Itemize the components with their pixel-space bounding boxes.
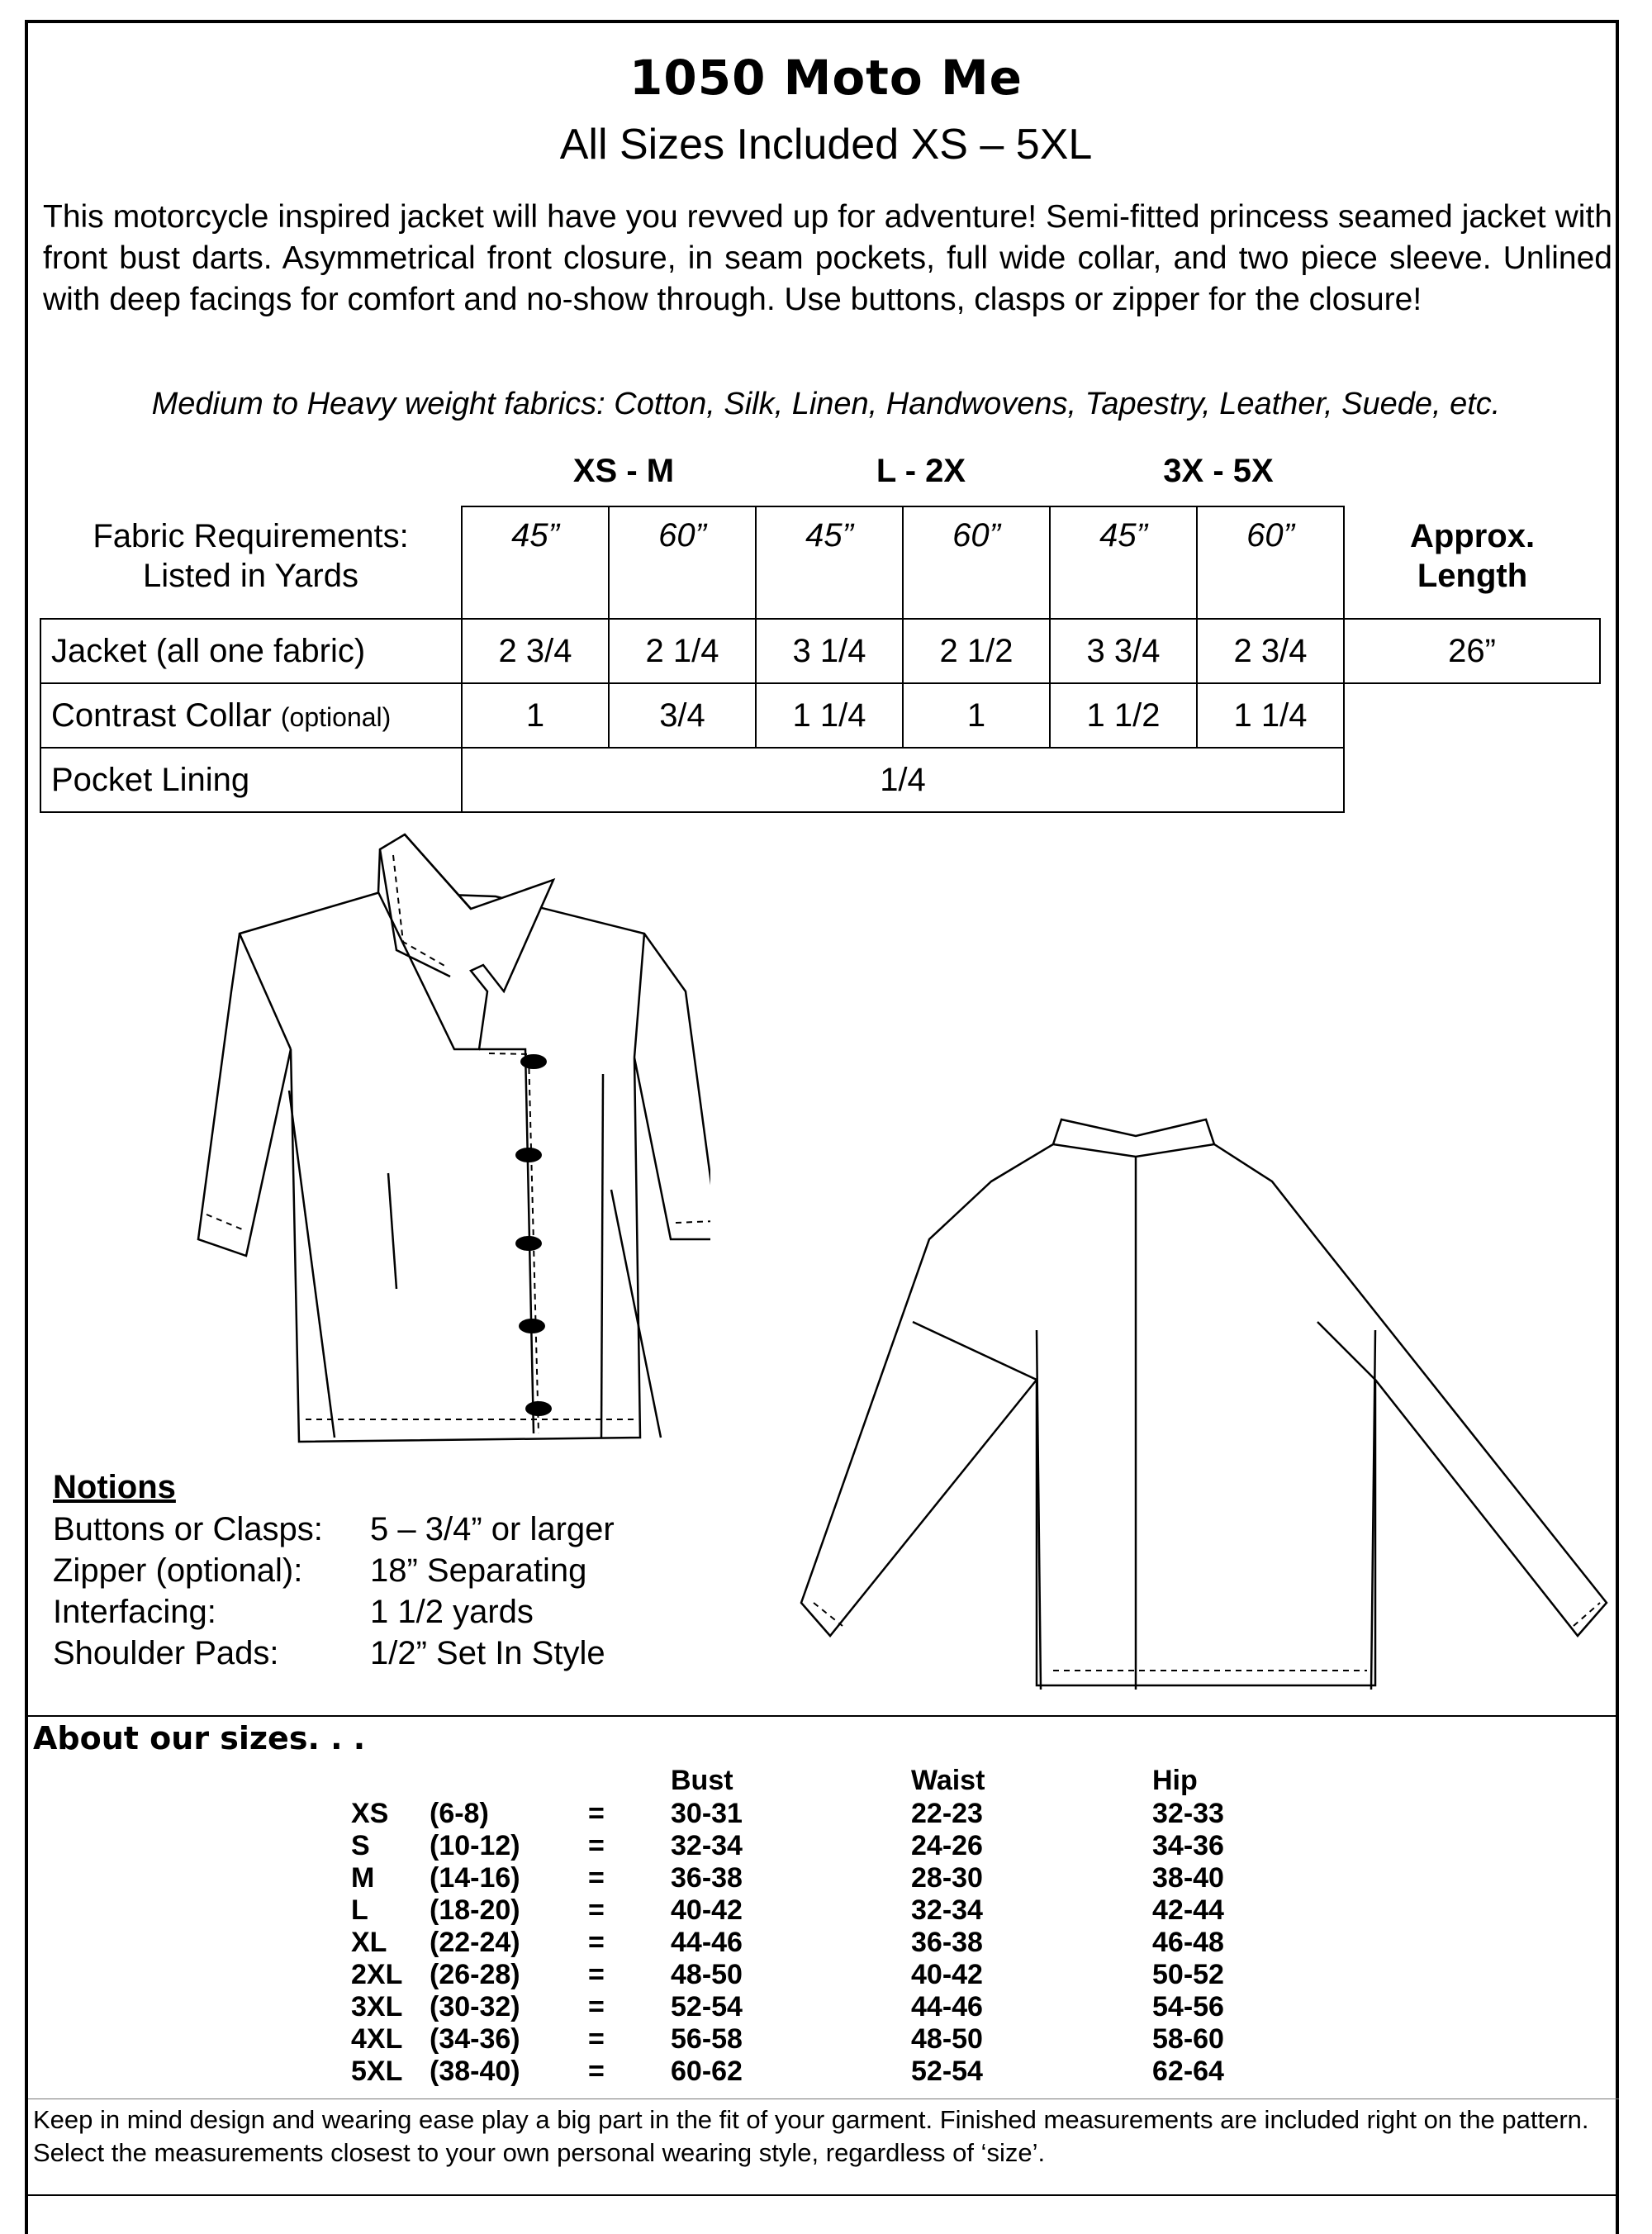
table-row bbox=[0, 2023, 1652, 2056]
size-code: 2XL bbox=[351, 1959, 403, 1990]
size-range: (30-32) bbox=[430, 1991, 520, 2022]
approx-length-header bbox=[1344, 506, 1600, 619]
hip-value: 32-33 bbox=[1152, 1798, 1224, 1829]
row-label: Pocket Lining bbox=[40, 748, 462, 812]
size-note: Keep in mind design and wearing ease play a big part in the fit of your garment. Finished measurements are included right on the pattern. Select the measurements closest to your own personal wearing style, regardless of ‘size’. bbox=[33, 2105, 1589, 2167]
waist-header: Waist bbox=[911, 1765, 985, 1796]
table-row bbox=[40, 619, 1600, 683]
row-label: Jacket (all one fabric) bbox=[40, 619, 462, 683]
fabric-requirements-table bbox=[40, 506, 1601, 813]
table-cell: 2 3/4 bbox=[462, 619, 609, 683]
size-range: (26-28) bbox=[430, 1959, 520, 1990]
waist-value: 48-50 bbox=[911, 2023, 983, 2055]
approx-line1: Approx. bbox=[1409, 518, 1536, 554]
size-range: (10-12) bbox=[430, 1830, 520, 1861]
width-header: 60” bbox=[609, 506, 756, 619]
size-code: XS bbox=[351, 1798, 389, 1829]
waist-value: 40-42 bbox=[911, 1959, 983, 1990]
header-label bbox=[40, 506, 462, 619]
table-cell: 2 1/2 bbox=[903, 619, 1050, 683]
table-cell: 1 bbox=[903, 683, 1050, 748]
bust-value: 40-42 bbox=[671, 1894, 743, 1926]
table-row bbox=[0, 1830, 1652, 1862]
description: This motorcycle inspired jacket will have you revved up for adventure! Semi-fitted princess seamed jacket with front bust darts. Asymmetrical front closure, in seam pockets, full wide collar, and two piece sleeve. Unlined with deep facings for comfort and no-show through. Use buttons, clasps or zipper for the closure! bbox=[43, 199, 1612, 317]
table-header-row bbox=[40, 506, 1600, 619]
bust-value: 32-34 bbox=[671, 1830, 743, 1861]
button-group bbox=[515, 1054, 552, 1416]
size-range-xs-m: XS - M bbox=[572, 453, 675, 489]
equals-sign: = bbox=[588, 2023, 605, 2055]
table-cell: 1 1/2 bbox=[1050, 683, 1197, 748]
table-cell: 3 1/4 bbox=[756, 619, 903, 683]
table-cell: 1/4 bbox=[462, 748, 1344, 812]
button-icon bbox=[520, 1054, 547, 1069]
hip-value: 50-52 bbox=[1152, 1959, 1224, 1990]
size-range: (34-36) bbox=[430, 2023, 520, 2055]
size-code: 5XL bbox=[351, 2056, 403, 2087]
table-cell: 1 1/4 bbox=[756, 683, 903, 748]
size-range: (38-40) bbox=[430, 2056, 520, 2087]
size-code: M bbox=[351, 1862, 375, 1894]
notions-heading: Notions bbox=[53, 1469, 176, 1505]
width-header: 45” bbox=[756, 506, 903, 619]
table-row bbox=[0, 2056, 1652, 2088]
equals-sign: = bbox=[588, 1862, 605, 1894]
table-cell: 3/4 bbox=[609, 683, 756, 748]
size-range-l-2x: L - 2X bbox=[876, 453, 966, 489]
table-cell: 1 1/4 bbox=[1197, 683, 1344, 748]
bottom-divider bbox=[28, 2194, 1619, 2196]
width-header: 45” bbox=[1050, 506, 1197, 619]
table-row bbox=[40, 683, 1600, 748]
hip-header: Hip bbox=[1152, 1765, 1198, 1796]
header-label-line1: Fabric Requirements: bbox=[93, 518, 409, 554]
bust-value: 52-54 bbox=[671, 1991, 743, 2022]
button-icon bbox=[515, 1148, 542, 1162]
table-cell: 3 3/4 bbox=[1050, 619, 1197, 683]
hip-value: 34-36 bbox=[1152, 1830, 1224, 1861]
size-range: (22-24) bbox=[430, 1927, 520, 1958]
bust-value: 30-31 bbox=[671, 1798, 743, 1829]
equals-sign: = bbox=[588, 1991, 605, 2022]
table-row bbox=[40, 748, 1600, 812]
approx-line2: Length bbox=[1417, 558, 1528, 594]
size-code: XL bbox=[351, 1927, 387, 1958]
page-subtitle: All Sizes Included XS – 5XL bbox=[559, 121, 1093, 169]
row-label-note: (optional) bbox=[280, 701, 392, 732]
notion-value: 1/2” Set In Style bbox=[370, 1635, 605, 1671]
empty-cell bbox=[1344, 683, 1600, 748]
size-code: L bbox=[351, 1894, 368, 1926]
table-row bbox=[0, 1927, 1652, 1959]
table-cell: 2 1/4 bbox=[609, 619, 756, 683]
table-cell: 2 3/4 bbox=[1197, 619, 1344, 683]
size-code: 4XL bbox=[351, 2023, 403, 2055]
button-icon bbox=[519, 1319, 545, 1333]
button-icon bbox=[515, 1236, 542, 1251]
size-range: (6-8) bbox=[430, 1798, 489, 1829]
bust-value: 44-46 bbox=[671, 1927, 743, 1958]
size-chart bbox=[0, 1765, 1652, 2095]
length-cell: 26” bbox=[1344, 619, 1600, 683]
bust-header: Bust bbox=[671, 1765, 733, 1796]
equals-sign: = bbox=[588, 1959, 605, 1990]
list-item bbox=[53, 1509, 615, 1550]
button-icon bbox=[525, 1401, 552, 1416]
width-header: 60” bbox=[903, 506, 1050, 619]
equals-sign: = bbox=[588, 1894, 605, 1926]
bust-value: 60-62 bbox=[671, 2056, 743, 2087]
hip-value: 46-48 bbox=[1152, 1927, 1224, 1958]
size-code: 3XL bbox=[351, 1991, 403, 2022]
notion-value: 1 1/2 yards bbox=[370, 1594, 534, 1630]
notion-label: Zipper (optional): bbox=[53, 1552, 303, 1589]
bust-value: 36-38 bbox=[671, 1862, 743, 1894]
waist-value: 32-34 bbox=[911, 1894, 983, 1926]
width-header: 45” bbox=[462, 506, 609, 619]
notion-label: Buttons or Clasps: bbox=[53, 1511, 323, 1547]
table-row bbox=[0, 1862, 1652, 1894]
jacket-front-drawing bbox=[33, 826, 710, 1471]
jacket-back-drawing bbox=[789, 1107, 1615, 1702]
hip-value: 58-60 bbox=[1152, 2023, 1224, 2055]
equals-sign: = bbox=[588, 1927, 605, 1958]
notion-value: 18” Separating bbox=[370, 1552, 587, 1589]
list-item bbox=[53, 1633, 615, 1674]
table-row bbox=[0, 1959, 1652, 1991]
section-divider bbox=[28, 1715, 1619, 1717]
header-label-line2: Listed in Yards bbox=[143, 558, 358, 594]
size-range: (18-20) bbox=[430, 1894, 520, 1926]
size-range-3x-5x: 3X - 5X bbox=[1163, 453, 1274, 489]
size-range: (14-16) bbox=[430, 1862, 520, 1894]
row-label-text: Contrast Collar bbox=[51, 696, 272, 734]
hip-value: 62-64 bbox=[1152, 2056, 1224, 2087]
notions-list bbox=[53, 1509, 615, 1674]
hip-value: 54-56 bbox=[1152, 1991, 1224, 2022]
waist-value: 44-46 bbox=[911, 1991, 983, 2022]
table-row bbox=[0, 1798, 1652, 1830]
notion-value: 5 – 3/4” or larger bbox=[370, 1511, 615, 1547]
list-item bbox=[53, 1591, 615, 1633]
list-item bbox=[53, 1550, 615, 1591]
size-code: S bbox=[351, 1830, 370, 1861]
table-cell: 1 bbox=[462, 683, 609, 748]
equals-sign: = bbox=[588, 1798, 605, 1829]
page-title: 1050 Moto Me bbox=[629, 50, 1023, 106]
row-label bbox=[40, 683, 462, 748]
notion-label: Shoulder Pads: bbox=[53, 1635, 279, 1671]
width-header: 60” bbox=[1197, 506, 1344, 619]
notion-label: Interfacing: bbox=[53, 1594, 216, 1630]
table-row bbox=[0, 1894, 1652, 1927]
equals-sign: = bbox=[588, 2056, 605, 2087]
fabric-suggestions: Medium to Heavy weight fabrics: Cotton, Silk, Linen, Handwovens, Tapestry, Leather, Suede, etc. bbox=[151, 387, 1501, 421]
bust-value: 48-50 bbox=[671, 1959, 743, 1990]
table-row bbox=[0, 1991, 1652, 2023]
about-sizes-heading: About our sizes. . . bbox=[33, 1720, 366, 1756]
waist-value: 28-30 bbox=[911, 1862, 983, 1894]
waist-value: 24-26 bbox=[911, 1830, 983, 1861]
equals-sign: = bbox=[588, 1830, 605, 1861]
bust-value: 56-58 bbox=[671, 2023, 743, 2055]
hip-value: 38-40 bbox=[1152, 1862, 1224, 1894]
waist-value: 52-54 bbox=[911, 2056, 983, 2087]
hip-value: 42-44 bbox=[1152, 1894, 1224, 1926]
waist-value: 22-23 bbox=[911, 1798, 983, 1829]
empty-cell bbox=[1344, 748, 1600, 812]
waist-value: 36-38 bbox=[911, 1927, 983, 1958]
